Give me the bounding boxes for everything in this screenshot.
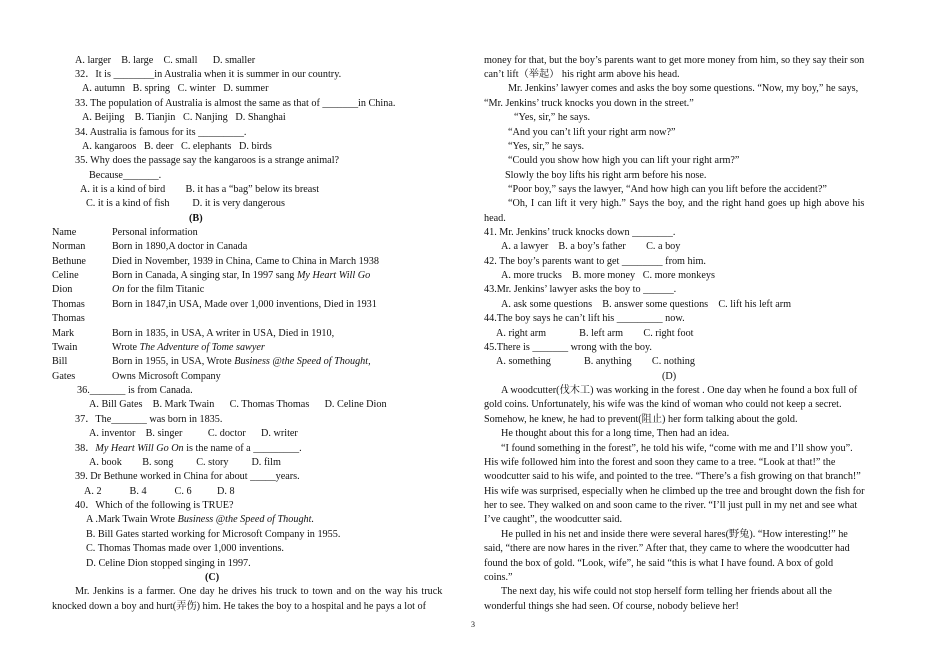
q33-options: A. Beijing B. Tianjin C. Nanjing D. Shanghai <box>82 112 286 123</box>
table-cell: Born in 1847,in USA, Made over 1,000 inventions, Died in 1931 <box>112 299 377 310</box>
q41-options: A. a lawyer B. a boy’s father C. a boy <box>501 241 681 252</box>
table-row: Gates <box>52 371 76 382</box>
question-44: 44.The boy says he can’t lift his _________ now. <box>484 313 685 324</box>
table-row: Thomas <box>52 313 85 324</box>
q40-option-c: C. Thomas Thomas made over 1,000 inventions. <box>86 543 284 554</box>
table-cell: Personal information <box>112 227 198 238</box>
passage-d-line: coins.” <box>484 572 513 583</box>
passage-c-line: “Poor boy,” says the lawyer, “And how high can you lift before the accident?” <box>508 184 827 195</box>
q36-options: A. Bill Gates B. Mark Twain C. Thomas Thomas D. Celine Dion <box>89 399 387 410</box>
question-39: 39. Dr Bethune worked in China for about _____years. <box>75 471 300 482</box>
passage-d-line: He thought about this for a long time, Then had an idea. <box>501 428 730 439</box>
passage-c-line: Mr. Jenkins’ lawyer comes and asks the boy some questions. “Now, my boy,” he says, <box>508 83 859 94</box>
passage-c-line: “Yes, sir,” he says. <box>508 141 585 152</box>
q44-options: A. right arm B. left arm C. right foot <box>496 328 694 339</box>
table-cell: Born in Canada, A singing star, In 1997 sang My Heart Will Go <box>112 270 371 281</box>
table-row: Twain <box>52 342 78 353</box>
passage-d-line: I’ve caught”, the woodcutter said. <box>484 514 623 525</box>
question-45: 45.There is _______ wrong with the boy. <box>484 342 652 353</box>
table-cell: Born in 1835, in USA, A writer in USA, Died in 1910, <box>112 328 335 339</box>
passage-c-line: can’t lift（举起） his right arm above his head. <box>484 69 680 80</box>
question-37: 37．The_______ was born in 1835. <box>75 414 223 425</box>
table-row: Bill <box>52 356 68 367</box>
passage-d-line: gold coins. Unfortunately, his wife was the kind of woman who could not keep a secret. <box>484 399 842 410</box>
passage-c-line: knocked down a boy and hurt(弄伤) him. He takes the boy to a hospital and he pays a lot of <box>52 601 427 612</box>
passage-c-line: Mr. Jenkins is a farmer. One day he drives his truck to town and on the way his truck <box>75 586 443 597</box>
q35-options-cd: C. it is a kind of fish D. it is very dangerous <box>86 198 285 209</box>
section-c-heading: (C) <box>205 572 220 583</box>
table-cell: Born in 1890,A doctor in Canada <box>112 241 248 252</box>
passage-c-line: head. <box>484 213 506 224</box>
question-43: 43.Mr. Jenkins’ lawyer asks the boy to ______. <box>484 284 677 295</box>
q40-option-b: B. Bill Gates started working for Microsoft Company in 1955. <box>86 529 341 540</box>
table-cell: Born in 1955, in USA, Wrote Business @the Speed of Thought, <box>112 356 371 367</box>
table-cell: On for the film Titanic <box>112 284 205 295</box>
q31-options: A. larger B. large C. small D. smaller <box>75 55 256 66</box>
q42-options: A. more trucks B. more money C. more monkeys <box>501 270 715 281</box>
passage-d-line: He pulled in his net and inside there were several hares(野兔). “How interesting!” he <box>501 529 848 540</box>
section-d-heading: (D) <box>662 371 677 382</box>
section-b-heading: (B) <box>189 213 203 224</box>
passage-d-line: The next day, his wife could not stop herself form telling her friends about all the <box>501 586 832 597</box>
passage-d-line: His wife was surprised, especially when he climbed up the tree and brought down the fish for <box>484 486 865 497</box>
table-row: Bethune <box>52 256 86 267</box>
passage-c-line: Slowly the boy lifts his right arm before his nose. <box>505 170 707 181</box>
table-row: Celine <box>52 270 79 281</box>
question-38: 38．My Heart Will Go On is the name of a _________. <box>75 443 302 454</box>
question-41: 41. Mr. Jenkins’ truck knocks down ________. <box>484 227 676 238</box>
q32-options: A. autumn B. spring C. winter D. summer <box>82 83 269 94</box>
passage-c-line: “Could you show how high you can lift your right arm?” <box>508 155 740 166</box>
table-row: Mark <box>52 328 75 339</box>
question-35: 35. Why does the passage say the kangaroos is a strange animal? <box>75 155 340 166</box>
table-row: Norman <box>52 241 86 252</box>
passage-c-line: money for that, but the boy’s parents want to get more money from him, so they say their son <box>484 55 865 66</box>
page-number: 3 <box>471 620 475 629</box>
passage-c-line: “Mr. Jenkins’ truck knocks you down in the street.” <box>484 98 694 109</box>
passage-d-line: His wife followed him into the forest and soon they came to a tree. “Look at that!” the <box>484 457 836 468</box>
question-32: 32．It is ________in Australia when it is summer in our country. <box>75 69 342 80</box>
passage-c-line: “And you can’t lift your right arm now?” <box>508 127 676 138</box>
q40-option-a: A .Mark Twain Wrote Business @the Speed of Thought. <box>86 514 315 525</box>
question-33: 33. The population of Australia is almost the same as that of _______in China. <box>75 98 396 109</box>
passage-d-line: woodcutter said to his wife, and pointed to the tree. “There’s a fish growing on that branch!” <box>484 471 861 482</box>
passage-d-line: A woodcutter(伐木工) was working in the forest . One day when he found a box full of <box>501 385 858 396</box>
passage-d-line: said, “there are now hares in the river.” After that, they came to where the woodcutter had <box>484 543 850 554</box>
q37-options: A. inventor B. singer C. doctor D. writer <box>89 428 298 439</box>
q38-options: A. book B. song C. story D. film <box>89 457 281 468</box>
q39-options: A. 2 B. 4 C. 6 D. 8 <box>84 486 235 497</box>
table-cell: Died in November, 1939 in China, Came to China in March 1938 <box>112 256 379 267</box>
table-cell: Wrote The Adventure of Tome sawyer <box>112 342 265 353</box>
passage-d-line: “I found something in the forest”, he told his wife, “come with me and I’ll show you”. <box>501 443 853 454</box>
q43-options: A. ask some questions B. answer some questions C. lift his left arm <box>501 299 792 310</box>
question-40: 40．Which of the following is TRUE? <box>75 500 234 511</box>
passage-d-line: found the box of gold. “Look, wife”, he said “this is what I have found. A box of gold <box>484 558 834 569</box>
table-cell: Owns Microsoft Company <box>112 371 221 382</box>
q35-because: Because_______. <box>89 170 162 181</box>
passage-d-line: Somehow, he knew, he had to prevent(阻止) her form talking about the gold. <box>484 414 798 425</box>
table-row: Dion <box>52 284 73 295</box>
passage-d-line: her to see. They walked on and soon came to the river. “I’ll just pull in my net and see what <box>484 500 858 511</box>
passage-c-line: “Oh, I can lift it very high.” Says the boy, and the right hand goes up high above his <box>508 198 865 209</box>
question-34: 34. Australia is famous for its _________. <box>75 127 247 138</box>
question-36: 36._______ is from Canada. <box>77 385 193 396</box>
table-row: Name <box>52 227 77 238</box>
question-42: 42. The boy’s parents want to get ________ from him. <box>484 256 706 267</box>
passage-c-line: “Yes, sir,” he says. <box>514 112 591 123</box>
q35-options-ab: A. it is a kind of bird B. it has a “bag” below its breast <box>80 184 320 195</box>
q40-option-d: D. Celine Dion stopped singing in 1997. <box>86 558 251 569</box>
q34-options: A. kangaroos B. deer C. elephants D. birds <box>82 141 272 152</box>
passage-d-line: wonderful things she had seen. Of course, nobody believe her! <box>484 601 739 612</box>
table-row: Thomas <box>52 299 85 310</box>
q45-options: A. something B. anything C. nothing <box>496 356 695 367</box>
